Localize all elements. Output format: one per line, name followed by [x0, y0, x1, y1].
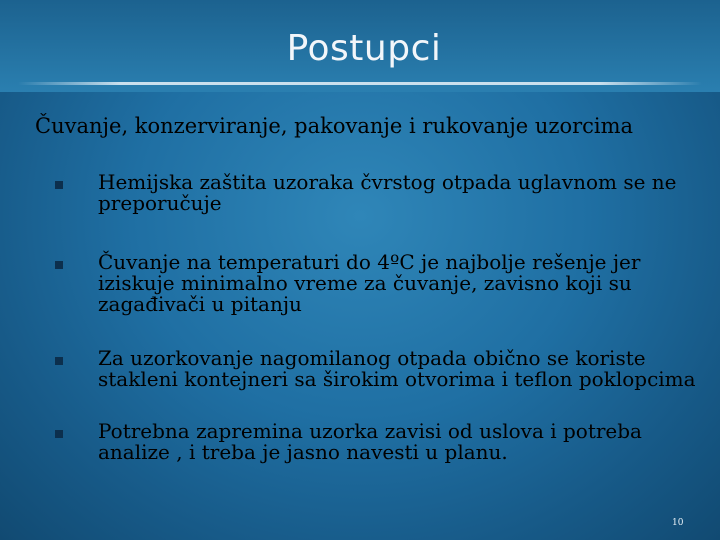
bullet-marker-icon: [55, 357, 63, 365]
bullet-item: Čuvanje na temperaturi do 4ºC je najbolje rešenje jer iziskuje minimalno vreme za čuvanje, zavisno koji su zagađivači u pitanju: [98, 250, 641, 316]
bullet-marker-icon: [55, 261, 63, 269]
title-underline: [18, 82, 702, 85]
bullet-item: Potrebna zapremina uzorka zavisi od uslova i potreba analize , i treba je jasno navesti u planu.: [98, 419, 642, 464]
slide-subheading: Čuvanje, konzerviranje, pakovanje i rukovanje uzorcima: [35, 114, 634, 138]
bullet-item: Za uzorkovanje nagomilanog otpada obično se koriste stakleni kontejneri sa širokim otvorima i teflon poklopcima: [98, 346, 696, 391]
bullet-marker-icon: [55, 181, 63, 189]
bullet-item: Hemijska zaštita uzoraka čvrstog otpada uglavnom se ne preporučuje: [98, 170, 677, 215]
slide-number: 10: [672, 518, 684, 528]
bullet-marker-icon: [55, 430, 63, 438]
slide-title: Postupci: [286, 28, 442, 69]
